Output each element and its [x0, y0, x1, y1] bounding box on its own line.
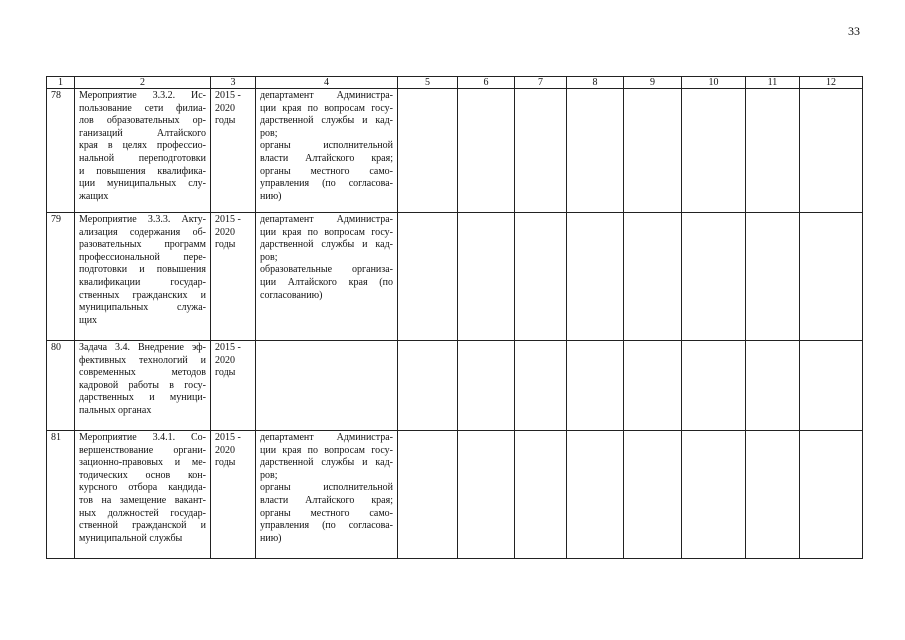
executor-line: ров;: [260, 469, 278, 481]
column-header: 7: [515, 77, 567, 89]
column-header: 4: [256, 77, 398, 89]
column-header: 10: [682, 77, 746, 89]
executor-line: ров;: [260, 127, 278, 139]
empty-cell: [746, 341, 800, 431]
column-header: 5: [398, 77, 458, 89]
measure-name-line: кадровой работы в госу-: [79, 379, 206, 391]
column-header: 9: [624, 77, 682, 89]
period: 2015 - 2020 годы: [211, 341, 256, 431]
measure-name: [75, 431, 211, 559]
executor-line: органы исполнительной: [260, 482, 393, 494]
executor-line: органы исполнительной: [260, 140, 393, 152]
column-header: 2: [75, 77, 211, 89]
executor: [256, 341, 398, 431]
measure-name-line: щих: [79, 314, 98, 326]
period: 2015 - 2020 годы: [211, 431, 256, 559]
table-body: [47, 89, 863, 559]
empty-cell: [682, 431, 746, 559]
measure-name-line: тов на замещение вакант-: [79, 494, 206, 506]
executor: [256, 431, 398, 559]
row-number: 81: [47, 431, 75, 559]
measure-name-line: разовательных программ: [79, 239, 206, 251]
empty-cell: [746, 213, 800, 341]
measure-name-line: пальных органах: [79, 404, 152, 416]
executor-line: органы местного само-: [260, 165, 393, 177]
executor-line: ции края по вопросам госу-: [260, 444, 393, 456]
column-header: 8: [567, 77, 624, 89]
executor-line: согласованию): [260, 289, 323, 301]
empty-cell: [458, 341, 515, 431]
measure-name-line: профессиональной пере-: [79, 251, 206, 263]
header-row: [47, 77, 863, 89]
measure-name-line: нальной переподготовки: [79, 152, 206, 164]
measure-name-line: ализация содержания об-: [79, 226, 206, 238]
measure-name-line: Задача 3.4. Внедрение эф-: [79, 342, 206, 353]
executor-line: ров;: [260, 251, 278, 263]
measure-name-line: дарственных и муници-: [79, 392, 206, 404]
measure-name-line: современных методов: [79, 367, 206, 379]
empty-cell: [567, 213, 624, 341]
executor-line: ции Алтайского края (по: [260, 276, 393, 288]
executor-line: департамент Администра-: [260, 432, 393, 443]
column-header: 12: [800, 77, 863, 89]
period: 2015 - 2020 годы: [211, 213, 256, 341]
column-header: 3: [211, 77, 256, 89]
row-number: 78: [47, 89, 75, 213]
measure-name-line: Мероприятие 3.3.3. Акту-: [79, 214, 206, 225]
measure-name-line: фективных технологий и: [79, 354, 206, 366]
measure-name-line: края в целях профессио-: [79, 140, 206, 152]
empty-cell: [800, 431, 863, 559]
empty-cell: [515, 431, 567, 559]
measure-name-line: муниципальной службы: [79, 532, 183, 544]
measure-name-line: Мероприятие 3.3.2. Ис-: [79, 90, 206, 101]
executor-line: ции края по вопросам госу-: [260, 102, 393, 114]
executor-line: дарственной службы и кад-: [260, 457, 393, 469]
empty-cell: [515, 213, 567, 341]
program-table: [46, 76, 863, 559]
empty-cell: [567, 89, 624, 213]
empty-cell: [682, 213, 746, 341]
measure-name-line: ственных гражданских и: [79, 289, 206, 301]
measure-name-line: квалификации государ-: [79, 276, 206, 288]
empty-cell: [567, 431, 624, 559]
measure-name: [75, 341, 211, 431]
measure-name-line: ции муниципальных слу-: [79, 178, 206, 190]
measure-name-line: курсного отбора кандида-: [79, 482, 206, 494]
executor-line: власти Алтайского края;: [260, 494, 393, 506]
row-number: 79: [47, 213, 75, 341]
measure-name-line: ганизаций Алтайского: [79, 127, 206, 139]
column-header: 6: [458, 77, 515, 89]
executor-line: образовательные организа-: [260, 264, 393, 276]
period: 2015 - 2020 годы: [211, 89, 256, 213]
executor: [256, 89, 398, 213]
table-row: [47, 341, 863, 431]
executor-line: ции края по вопросам госу-: [260, 226, 393, 238]
column-header: 11: [746, 77, 800, 89]
executor-line: дарственной службы и кад-: [260, 115, 393, 127]
empty-cell: [624, 89, 682, 213]
empty-cell: [515, 341, 567, 431]
executor-line: органы местного само-: [260, 507, 393, 519]
executor-line: управления (по согласова-: [260, 178, 393, 190]
measure-name-line: лов образовательных ор-: [79, 115, 206, 127]
measure-name-line: пользование сети филиа-: [79, 102, 206, 114]
empty-cell: [800, 213, 863, 341]
measure-name: [75, 89, 211, 213]
measure-name-line: ных должностей государ-: [79, 507, 206, 519]
empty-cell: [624, 341, 682, 431]
executor-line: нию): [260, 532, 282, 544]
table-row: [47, 431, 863, 559]
empty-cell: [398, 341, 458, 431]
measure-name-line: подготовки и повышения: [79, 264, 206, 276]
executor-line: департамент Администра-: [260, 90, 393, 101]
empty-cell: [624, 213, 682, 341]
executor-line: управления (по согласова-: [260, 520, 393, 532]
table-row: [47, 89, 863, 213]
empty-cell: [567, 341, 624, 431]
table-row: [47, 213, 863, 341]
measure-name-line: вершенствование органи-: [79, 444, 206, 456]
measure-name-line: Мероприятие 3.4.1. Со-: [79, 432, 206, 443]
empty-cell: [800, 89, 863, 213]
empty-cell: [398, 431, 458, 559]
measure-name: [75, 213, 211, 341]
empty-cell: [746, 89, 800, 213]
empty-cell: [458, 89, 515, 213]
executor-line: нию): [260, 190, 282, 202]
empty-cell: [458, 213, 515, 341]
executor-line: департамент Администра-: [260, 214, 393, 225]
empty-cell: [624, 431, 682, 559]
empty-cell: [458, 431, 515, 559]
measure-name-line: жащих: [79, 190, 109, 202]
executor-line: власти Алтайского края;: [260, 152, 393, 164]
measure-name-line: тодических основ кон-: [79, 469, 206, 481]
empty-cell: [800, 341, 863, 431]
row-number: 80: [47, 341, 75, 431]
empty-cell: [682, 341, 746, 431]
empty-cell: [682, 89, 746, 213]
measure-name-line: муниципальных служа-: [79, 302, 206, 314]
measure-name-line: зационно-правовых и ме-: [79, 457, 206, 469]
empty-cell: [398, 89, 458, 213]
executor-line: дарственной службы и кад-: [260, 239, 393, 251]
empty-cell: [398, 213, 458, 341]
page-number: 33: [848, 24, 860, 38]
measure-name-line: и повышения квалифика-: [79, 165, 206, 177]
executor: [256, 213, 398, 341]
empty-cell: [746, 431, 800, 559]
empty-cell: [515, 89, 567, 213]
measure-name-line: ственной гражданской и: [79, 520, 206, 532]
column-header: 1: [47, 77, 75, 89]
